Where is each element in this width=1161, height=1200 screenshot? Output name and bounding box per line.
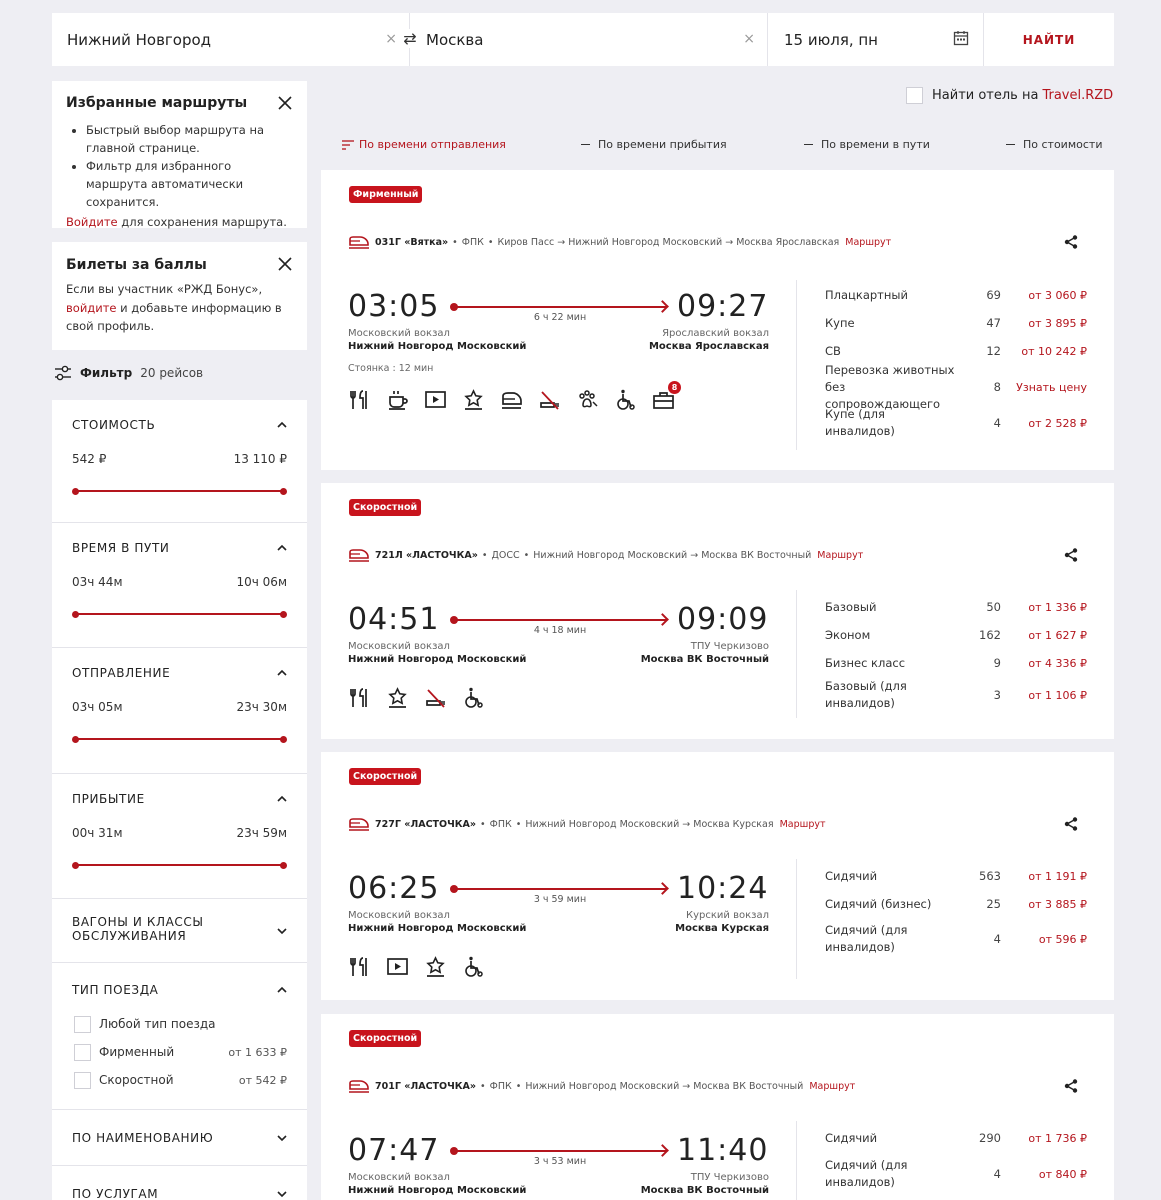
slider-handle-min[interactable] — [72, 611, 79, 618]
sort-by-departure[interactable] — [342, 138, 506, 151]
to-field[interactable] — [410, 13, 768, 66]
class-row[interactable] — [825, 918, 1087, 960]
option-price: от 542 ₽ — [238, 1073, 287, 1087]
train-route — [349, 818, 826, 831]
checkbox[interactable] — [74, 1016, 91, 1033]
share-icon[interactable] — [1064, 548, 1078, 562]
class-price[interactable]: от 596 ₽ — [1038, 932, 1087, 946]
sort-label: По времени отправления — [359, 138, 506, 151]
departure-city: Нижний Новгород Московский — [348, 654, 527, 665]
train-route — [349, 549, 863, 562]
close-icon[interactable] — [277, 95, 293, 111]
train-type-option[interactable] — [72, 1071, 287, 1089]
seats-count: 25 — [986, 897, 1001, 911]
option-label: Любой тип поезда — [99, 1017, 216, 1031]
filter-price — [52, 400, 307, 523]
list-item: • Фильтр для избранного маршрута автоматически сохранится. — [86, 157, 293, 211]
class-name: Купе (для инвалидов) — [825, 407, 895, 438]
chevron-up-icon[interactable] — [277, 985, 287, 995]
coffee-icon — [386, 388, 409, 411]
seats-count: 563 — [979, 869, 1001, 883]
slider-handle-max[interactable] — [280, 862, 287, 869]
travel-line — [454, 619, 666, 621]
travel-line — [454, 1150, 666, 1152]
filter-toggle[interactable] — [54, 365, 203, 381]
to-input[interactable]: Москва — [426, 30, 484, 49]
range-slider[interactable] — [72, 488, 287, 494]
class-name: Бизнес класс — [825, 655, 906, 670]
seats-count: 50 — [986, 600, 1001, 614]
class-price[interactable]: от 1 336 ₽ — [1028, 600, 1087, 614]
class-price[interactable]: от 2 528 ₽ — [1028, 416, 1087, 430]
train-type-badge: Фирменный — [349, 186, 422, 203]
chevron-down-icon[interactable] — [277, 1133, 287, 1143]
separator: • — [480, 1081, 486, 1092]
list-item: • Быстрый выбор маршрута на главной странице. — [86, 121, 293, 157]
departure-station: Московский вокзал — [348, 328, 450, 339]
slider-handle-max[interactable] — [280, 736, 287, 743]
class-row[interactable] — [825, 677, 1087, 713]
amenity[interactable] — [386, 388, 409, 415]
departure-time: 07:47 — [348, 1133, 440, 1168]
class-list — [825, 862, 1087, 960]
travel-line — [454, 306, 666, 308]
no-smoking-icon — [424, 686, 447, 709]
filter-arrival — [52, 774, 307, 899]
class-list — [825, 281, 1087, 437]
date-input[interactable]: 15 июля, пн — [784, 30, 878, 49]
travel-duration: 3 ч 53 мин — [533, 1156, 587, 1167]
class-name: Сидячий (для инвалидов) — [825, 1158, 908, 1189]
train-route — [349, 1080, 855, 1093]
wagons-title-line-2: ОБСЛУЖИВАНИЯ — [72, 929, 187, 943]
arrival-station: Ярославский вокзал — [662, 328, 769, 339]
search-bar — [52, 13, 1114, 66]
range-min: 00ч 31м — [72, 826, 123, 840]
carrier: ФПК — [461, 237, 484, 248]
calendar-icon[interactable] — [953, 30, 969, 46]
class-name: Сидячий — [825, 868, 878, 883]
class-name: Сидячий — [825, 1130, 878, 1145]
train-card[interactable] — [321, 170, 1114, 470]
filter-duration — [52, 523, 307, 648]
clear-from-icon[interactable]: × — [385, 31, 397, 47]
food-icon — [348, 686, 371, 709]
train-icon — [349, 236, 369, 249]
class-row[interactable] — [825, 862, 1087, 890]
train-card[interactable] — [321, 483, 1114, 739]
train-type-badge: Скоростной — [349, 768, 421, 785]
class-price[interactable]: от 10 242 ₽ — [1021, 344, 1087, 358]
amenity[interactable] — [652, 383, 678, 415]
filter-section-title[interactable]: СТОИМОСТЬ — [72, 418, 156, 432]
departure-city: Нижний Новгород Московский — [348, 923, 527, 934]
amenity[interactable] — [348, 388, 371, 415]
range-slider[interactable] — [72, 736, 287, 742]
sort-icon — [342, 140, 354, 150]
departure-city: Нижний Новгород Московский — [348, 341, 527, 352]
departure-station: Московский вокзал — [348, 910, 450, 921]
amenity[interactable] — [538, 388, 561, 415]
slider-handle-min[interactable] — [72, 862, 79, 869]
arrival-city: Москва Курская — [675, 923, 769, 934]
separator: • — [480, 819, 486, 830]
filter-label: Фильтр — [80, 366, 133, 380]
seats-count: 8 — [993, 380, 1001, 394]
seats-count: 9 — [993, 656, 1001, 670]
wagons-title-line-1: ВАГОНЫ И КЛАССЫ — [72, 915, 204, 929]
amenity[interactable] — [424, 955, 447, 982]
amenity[interactable] — [424, 686, 447, 713]
share-icon[interactable] — [1064, 817, 1078, 831]
amenities — [348, 383, 678, 415]
hotel-option[interactable] — [906, 87, 1113, 104]
no-smoking-icon — [538, 388, 561, 411]
amenity[interactable] — [348, 686, 371, 713]
range-max: 23ч 30м — [236, 700, 287, 714]
amenity[interactable] — [462, 388, 485, 415]
seats-count: 290 — [979, 1131, 1001, 1145]
favorites-title: Избранные маршруты — [66, 95, 248, 111]
class-price[interactable]: от 3 060 ₽ — [1028, 288, 1087, 302]
class-price[interactable]: от 1 736 ₽ — [1028, 1131, 1087, 1145]
wheelchair-icon — [614, 388, 637, 411]
range-min: 542 ₽ — [72, 452, 107, 466]
class-row[interactable] — [825, 1124, 1087, 1152]
seats-count: 4 — [993, 932, 1001, 946]
swap-icon[interactable]: ⇄ — [403, 29, 417, 48]
filter-section-title[interactable]: ПРИБЫТИЕ — [72, 792, 145, 806]
sort-label: По времени прибытия — [598, 138, 727, 151]
departure-city: Нижний Новгород Московский — [348, 1185, 527, 1196]
class-name: Сидячий (для инвалидов) — [825, 923, 908, 954]
train-number[interactable]: 727Г «ЛАСТОЧКА» — [375, 819, 477, 830]
separator: • — [481, 550, 488, 561]
travel-line — [454, 888, 666, 890]
food-icon — [348, 388, 371, 411]
amenity[interactable] — [462, 686, 485, 713]
seats-count: 4 — [993, 416, 1001, 430]
favorites-card — [52, 81, 307, 228]
from-field[interactable] — [52, 13, 410, 66]
wheelchair-icon — [462, 955, 485, 978]
route-stations: Нижний Новгород Московский → Москва ВК Восточный — [525, 1081, 804, 1092]
travel-duration: 3 ч 59 мин — [533, 894, 587, 905]
filter-section-title[interactable] — [72, 899, 287, 943]
sort-by-price[interactable] — [1006, 138, 1102, 151]
arrival-time: 11:40 — [677, 1133, 769, 1168]
class-row[interactable] — [825, 309, 1087, 337]
seats-count: 3 — [993, 688, 1001, 702]
class-row[interactable] — [825, 593, 1087, 621]
points-card — [52, 242, 307, 350]
travel-duration: 4 ч 18 мин — [533, 625, 587, 636]
class-price[interactable]: от 1 106 ₽ — [1028, 688, 1087, 702]
train-card[interactable] — [321, 1014, 1114, 1200]
filter-section-title[interactable]: ПО НАИМЕНОВАНИЮ — [72, 1131, 214, 1145]
amenity[interactable] — [462, 955, 485, 982]
class-name: Эконом — [825, 627, 871, 642]
chevron-up-icon[interactable] — [277, 668, 287, 678]
favorites-list — [66, 121, 293, 211]
route-link[interactable]: Маршрут — [817, 550, 864, 561]
class-name: Сидячий (бизнес) — [825, 896, 932, 911]
checkbox[interactable] — [74, 1044, 91, 1061]
video-icon — [386, 955, 409, 978]
filter-icon — [54, 365, 72, 381]
separator: • — [515, 1081, 522, 1092]
departure-time: 03:05 — [348, 289, 440, 324]
class-price[interactable]: от 3 895 ₽ — [1028, 316, 1087, 330]
amenity[interactable] — [576, 388, 599, 415]
sort-by-arrival[interactable] — [581, 138, 727, 151]
amenity[interactable] — [614, 388, 637, 415]
hotel-text: Найти отель на — [932, 88, 1039, 103]
sort-label: По времени в пути — [821, 138, 930, 151]
filter-wagons — [52, 899, 307, 963]
class-price[interactable]: от 3 885 ₽ — [1028, 897, 1087, 911]
points-title: Билеты за баллы — [66, 257, 207, 273]
filter-departure — [52, 648, 307, 774]
train-number[interactable]: 031Г «Вятка» — [375, 237, 449, 248]
train-number[interactable]: 701Г «ЛАСТОЧКА» — [375, 1081, 477, 1092]
amenity[interactable] — [348, 955, 371, 982]
filter-section-title[interactable]: ВРЕМЯ В ПУТИ — [72, 541, 170, 555]
train-type-option[interactable] — [72, 1043, 287, 1061]
amenity[interactable] — [386, 955, 409, 982]
class-list — [825, 593, 1087, 713]
amenity-count-badge: 8 — [668, 381, 681, 394]
arrival-station: Курский вокзал — [686, 910, 769, 921]
find-button[interactable]: НАЙТИ — [1022, 32, 1076, 47]
travel-duration: 6 ч 22 мин — [533, 312, 587, 323]
class-row[interactable] — [825, 409, 1087, 437]
train-icon — [349, 1080, 369, 1093]
range-max: 23ч 59м — [236, 826, 287, 840]
route-stations: Киров Пасс → Нижний Новгород Московский → Москва Ярославская — [497, 237, 840, 248]
favorites-note — [66, 215, 293, 229]
chevron-up-icon[interactable] — [277, 794, 287, 804]
share-icon[interactable] — [1064, 1079, 1078, 1093]
range-slider[interactable] — [72, 611, 287, 617]
class-row[interactable] — [825, 362, 1087, 411]
range-slider[interactable] — [72, 862, 287, 868]
carrier: ДОСС — [491, 550, 520, 561]
departure-station: Московский вокзал — [348, 641, 450, 652]
route-link[interactable]: Маршрут — [809, 1081, 856, 1092]
range-min: 03ч 44м — [72, 575, 123, 589]
checkbox[interactable] — [74, 1072, 91, 1089]
slider-handle-min[interactable] — [72, 736, 79, 743]
train-icon — [500, 388, 523, 411]
arrival-station: ТПУ Черкизово — [690, 641, 769, 652]
amenities — [348, 686, 485, 713]
favorites-note-text: для сохранения маршрута. — [117, 215, 287, 229]
filter-count: 20 рейсов — [140, 366, 204, 380]
train-icon — [349, 549, 369, 562]
seats-count: 12 — [986, 344, 1001, 358]
route-link[interactable]: Маршрут — [779, 819, 826, 830]
train-type-badge: Скоростной — [349, 1030, 421, 1047]
route-link[interactable]: Маршрут — [845, 237, 892, 248]
option-label: Фирменный — [99, 1045, 175, 1059]
filter-by-name — [52, 1110, 307, 1166]
class-price[interactable]: от 1 191 ₽ — [1028, 869, 1087, 883]
points-login-link[interactable]: войдите — [66, 300, 117, 315]
departure-time: 06:25 — [348, 871, 440, 906]
arrival-city: Москва Ярославская — [648, 341, 769, 352]
chevron-down-icon[interactable] — [277, 926, 287, 936]
divider — [796, 590, 797, 718]
class-name: Плацкартный — [825, 287, 908, 302]
filter-section-title[interactable]: ОТПРАВЛЕНИЕ — [72, 666, 171, 680]
departure-station: Московский вокзал — [348, 1172, 450, 1183]
separator: • — [523, 550, 530, 561]
arrival-time: 09:27 — [677, 289, 769, 324]
train-type-badge: Скоростной — [349, 499, 421, 516]
star-icon — [424, 955, 447, 978]
clear-to-icon[interactable]: × — [743, 31, 755, 47]
divider — [796, 859, 797, 979]
seats-count: 4 — [993, 1167, 1001, 1181]
class-row[interactable] — [825, 1152, 1087, 1196]
train-card[interactable] — [321, 752, 1114, 1000]
arrival-station: ТПУ Черкизово — [690, 1172, 769, 1183]
route-stations: Нижний Новгород Московский → Москва Курская — [525, 819, 774, 830]
class-price[interactable]: от 1 627 ₽ — [1028, 628, 1087, 642]
separator: • — [487, 237, 494, 248]
from-input[interactable]: Нижний Новгород — [67, 30, 212, 49]
class-name: Купе — [825, 315, 855, 330]
sort-by-travel-time[interactable] — [804, 138, 930, 151]
amenity[interactable] — [500, 388, 523, 415]
separator: • — [452, 237, 458, 248]
arrival-time: 09:09 — [677, 602, 769, 637]
train-icon — [349, 818, 369, 831]
arrival-city: Москва ВК Восточный — [640, 654, 769, 665]
range-min: 03ч 05м — [72, 700, 123, 714]
arrival-city: Москва ВК Восточный — [640, 1185, 769, 1196]
train-type-option[interactable] — [72, 1015, 287, 1033]
class-row[interactable] — [825, 621, 1087, 649]
points-text-after: и добавьте информацию в свой профиль. — [66, 300, 282, 333]
filter-by-services — [52, 1166, 307, 1200]
amenity[interactable] — [386, 686, 409, 713]
carrier: ФПК — [489, 1081, 512, 1092]
star-icon — [386, 686, 409, 709]
class-row[interactable] — [825, 281, 1087, 309]
amenities — [348, 955, 485, 982]
class-row[interactable] — [825, 890, 1087, 918]
class-name: СВ — [825, 343, 841, 358]
login-link[interactable]: Войдите — [66, 215, 118, 229]
divider — [796, 1121, 797, 1200]
train-route — [349, 236, 891, 249]
seats-count: 69 — [986, 288, 1001, 302]
class-list — [825, 1124, 1087, 1196]
food-icon — [348, 955, 371, 978]
class-price[interactable]: от 4 336 ₽ — [1028, 656, 1087, 670]
stop-duration: Стоянка : 12 мин — [348, 363, 434, 374]
star-icon — [462, 388, 485, 411]
slider-handle-min[interactable] — [72, 488, 79, 495]
share-icon[interactable] — [1064, 235, 1078, 249]
pets-icon — [576, 388, 599, 411]
filter-panel — [52, 400, 307, 1200]
wheelchair-icon — [462, 686, 485, 709]
range-max: 10ч 06м — [236, 575, 287, 589]
sort-label: По стоимости — [1023, 138, 1103, 151]
class-price[interactable]: от 840 ₽ — [1038, 1167, 1087, 1181]
range-max: 13 110 ₽ — [233, 452, 287, 466]
class-name: Базовый (для инвалидов) — [825, 679, 907, 710]
chevron-down-icon[interactable] — [277, 1189, 287, 1199]
class-price[interactable]: Узнать цену — [1016, 380, 1087, 394]
slider-handle-max[interactable] — [280, 611, 287, 618]
seats-count: 162 — [979, 628, 1001, 642]
chevron-up-icon[interactable] — [277, 420, 287, 430]
date-field[interactable] — [768, 13, 984, 66]
filter-section-title[interactable]: ТИП ПОЕЗДА — [72, 983, 159, 997]
option-price: от 1 633 ₽ — [228, 1045, 287, 1059]
seats-count: 47 — [986, 316, 1001, 330]
train-number[interactable]: 721Л «ЛАСТОЧКА» — [375, 550, 478, 561]
slider-handle-max[interactable] — [280, 488, 287, 495]
chevron-up-icon[interactable] — [277, 543, 287, 553]
divider — [796, 280, 797, 450]
travel-rzd-link[interactable]: Travel.RZD — [1042, 88, 1114, 103]
separator: • — [515, 819, 522, 830]
departure-time: 04:51 — [348, 602, 440, 637]
class-row[interactable] — [825, 649, 1087, 677]
class-name: Базовый — [825, 599, 877, 614]
arrival-time: 10:24 — [677, 871, 769, 906]
filter-train-type — [52, 963, 307, 1110]
video-icon — [424, 388, 447, 411]
points-text — [66, 280, 293, 336]
amenity[interactable] — [424, 388, 447, 415]
option-label: Скоростной — [99, 1073, 174, 1087]
close-icon[interactable] — [277, 256, 293, 272]
class-name: Перевозка животных без сопровождающего — [825, 362, 955, 411]
hotel-checkbox[interactable] — [906, 87, 923, 104]
route-stations: Нижний Новгород Московский → Москва ВК Восточный — [533, 550, 812, 561]
carrier: ФПК — [489, 819, 512, 830]
points-text-before: Если вы участник «РЖД Бонус», — [66, 282, 263, 296]
filter-section-title[interactable]: ПО УСЛУГАМ — [72, 1187, 159, 1200]
